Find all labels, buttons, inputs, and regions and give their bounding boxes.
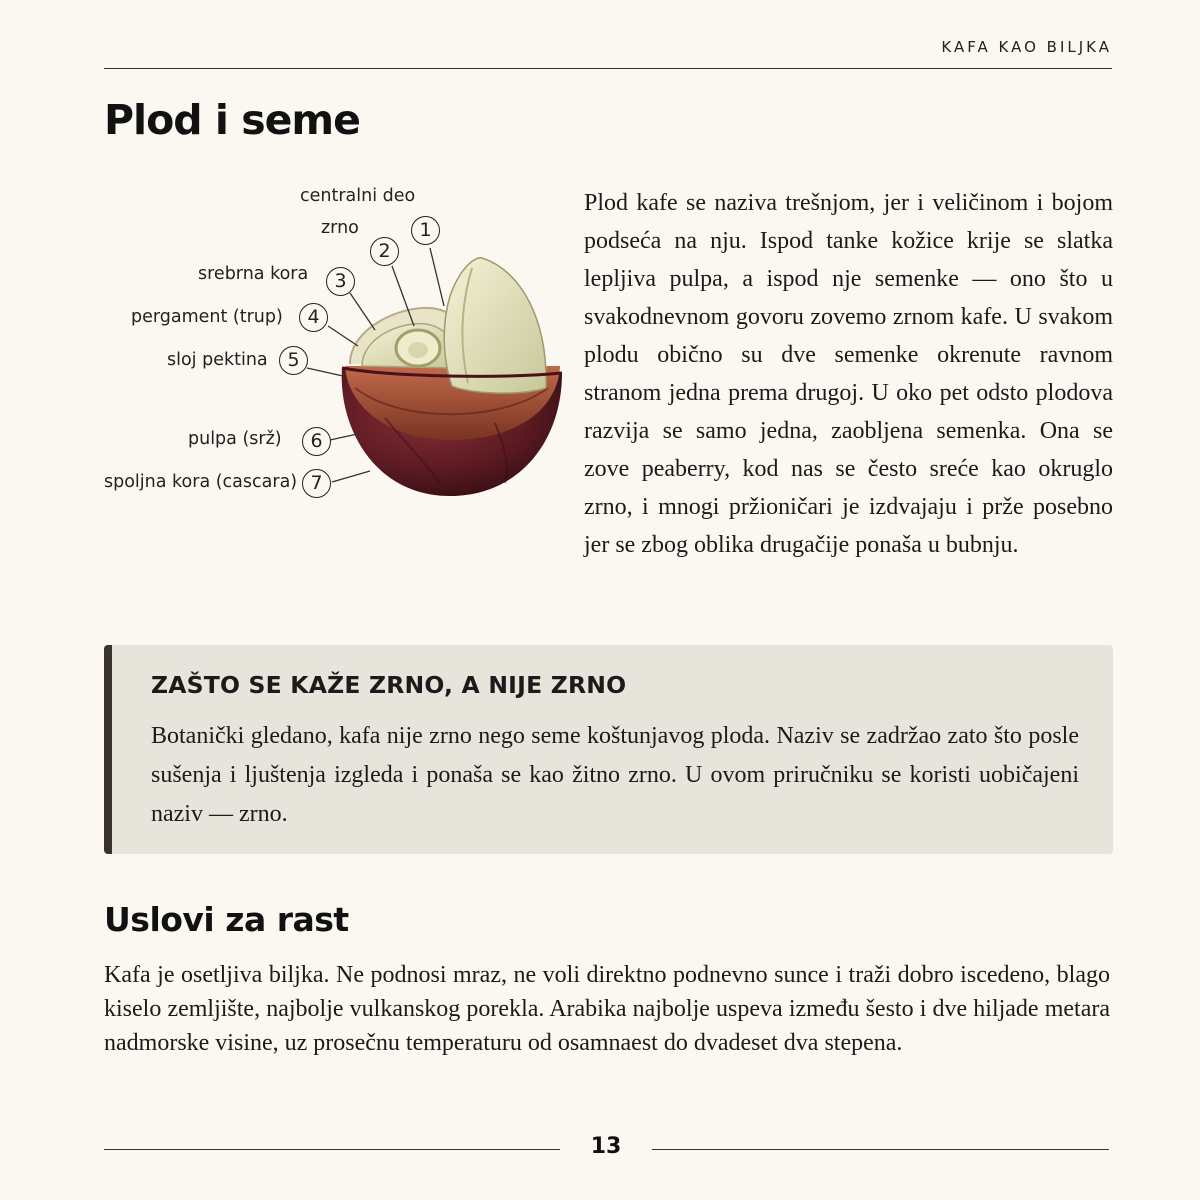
growing-conditions-paragraph: Kafa je osetljiva biljka. Ne podnosi mraz, ne voli direktno podnevno sunce i traži dobro iscedeno, blago kiselo zemljište, najbolje vulkanskog porekla. Arabika najbolje uspeva između šesto i dve hiljade metara nadmorske visine, uz prosečnu temperaturu od osamnaest do dvadeset dva stepena. [104, 962, 1110, 1056]
figure-label-2: zrno [321, 218, 359, 238]
figure-label-5: sloj pektina [167, 350, 268, 370]
section-title-fruit-and-seed: Plod i seme [104, 96, 360, 144]
figure-label-6: pulpa (srž) [188, 429, 282, 449]
callout-title: ZAŠTO SE KAŽE ZRNO, A NIJE ZRNO [151, 671, 627, 699]
fruit-and-seed-paragraph: Plod kafe se naziva trešnjom, jer i veličinom i bojom podseća na nju. Ispod tanke kožice krije se slatka lepljiva pulpa, a ispod nje semenke — ono što u svakodnevnom govoru zovemo zrnom kafe. U svakom plodu obično su dve semenke okrenute ravnom stranom jedna prema drugoj. U oko pet odsto plodova razvija se samo jedna, zaobljena semenka. Ona se zove peaberry, kod nas se često sreće kao okruglo zrno, i mnogi pržioničari je izdvajaju i prže posebno jer se zbog oblika drugačije ponaša u bubnju. [584, 190, 1113, 558]
footer-rule-right [652, 1149, 1109, 1150]
figure-number-6: 6 [302, 427, 331, 456]
figure-number-1: 1 [411, 216, 440, 245]
coffee-cherry-figure [100, 178, 570, 518]
figure-number-2: 2 [370, 237, 399, 266]
figure-number-5: 5 [279, 346, 308, 375]
figure-label-1: centralni deo [300, 186, 416, 206]
figure-label-7: spoljna kora (cascara) [104, 472, 298, 492]
figure-label-3: srebrna kora [198, 264, 309, 284]
callout-text: Botanički gledano, kafa nije zrno nego seme koštunjavog ploda. Naziv se zadržao zato što posle sušenja i ljuštenja izgleda i ponaša se kao žitno zrno. U ovom priručniku se koristi uobičajeni naziv — zrno. [151, 723, 1079, 827]
running-head: KAFA KAO BILJKA [941, 38, 1112, 56]
header-rule [104, 68, 1112, 69]
section-title-growing-conditions: Uslovi za rast [104, 900, 349, 939]
figure-label-4: pergament (trup) [131, 307, 283, 327]
figure-number-3: 3 [326, 267, 355, 296]
footer-rule-left [104, 1149, 560, 1150]
callout-box [104, 645, 1113, 854]
figure-number-7: 7 [302, 469, 331, 498]
figure-number-4: 4 [299, 303, 328, 332]
page-number: 13 [590, 1134, 622, 1159]
